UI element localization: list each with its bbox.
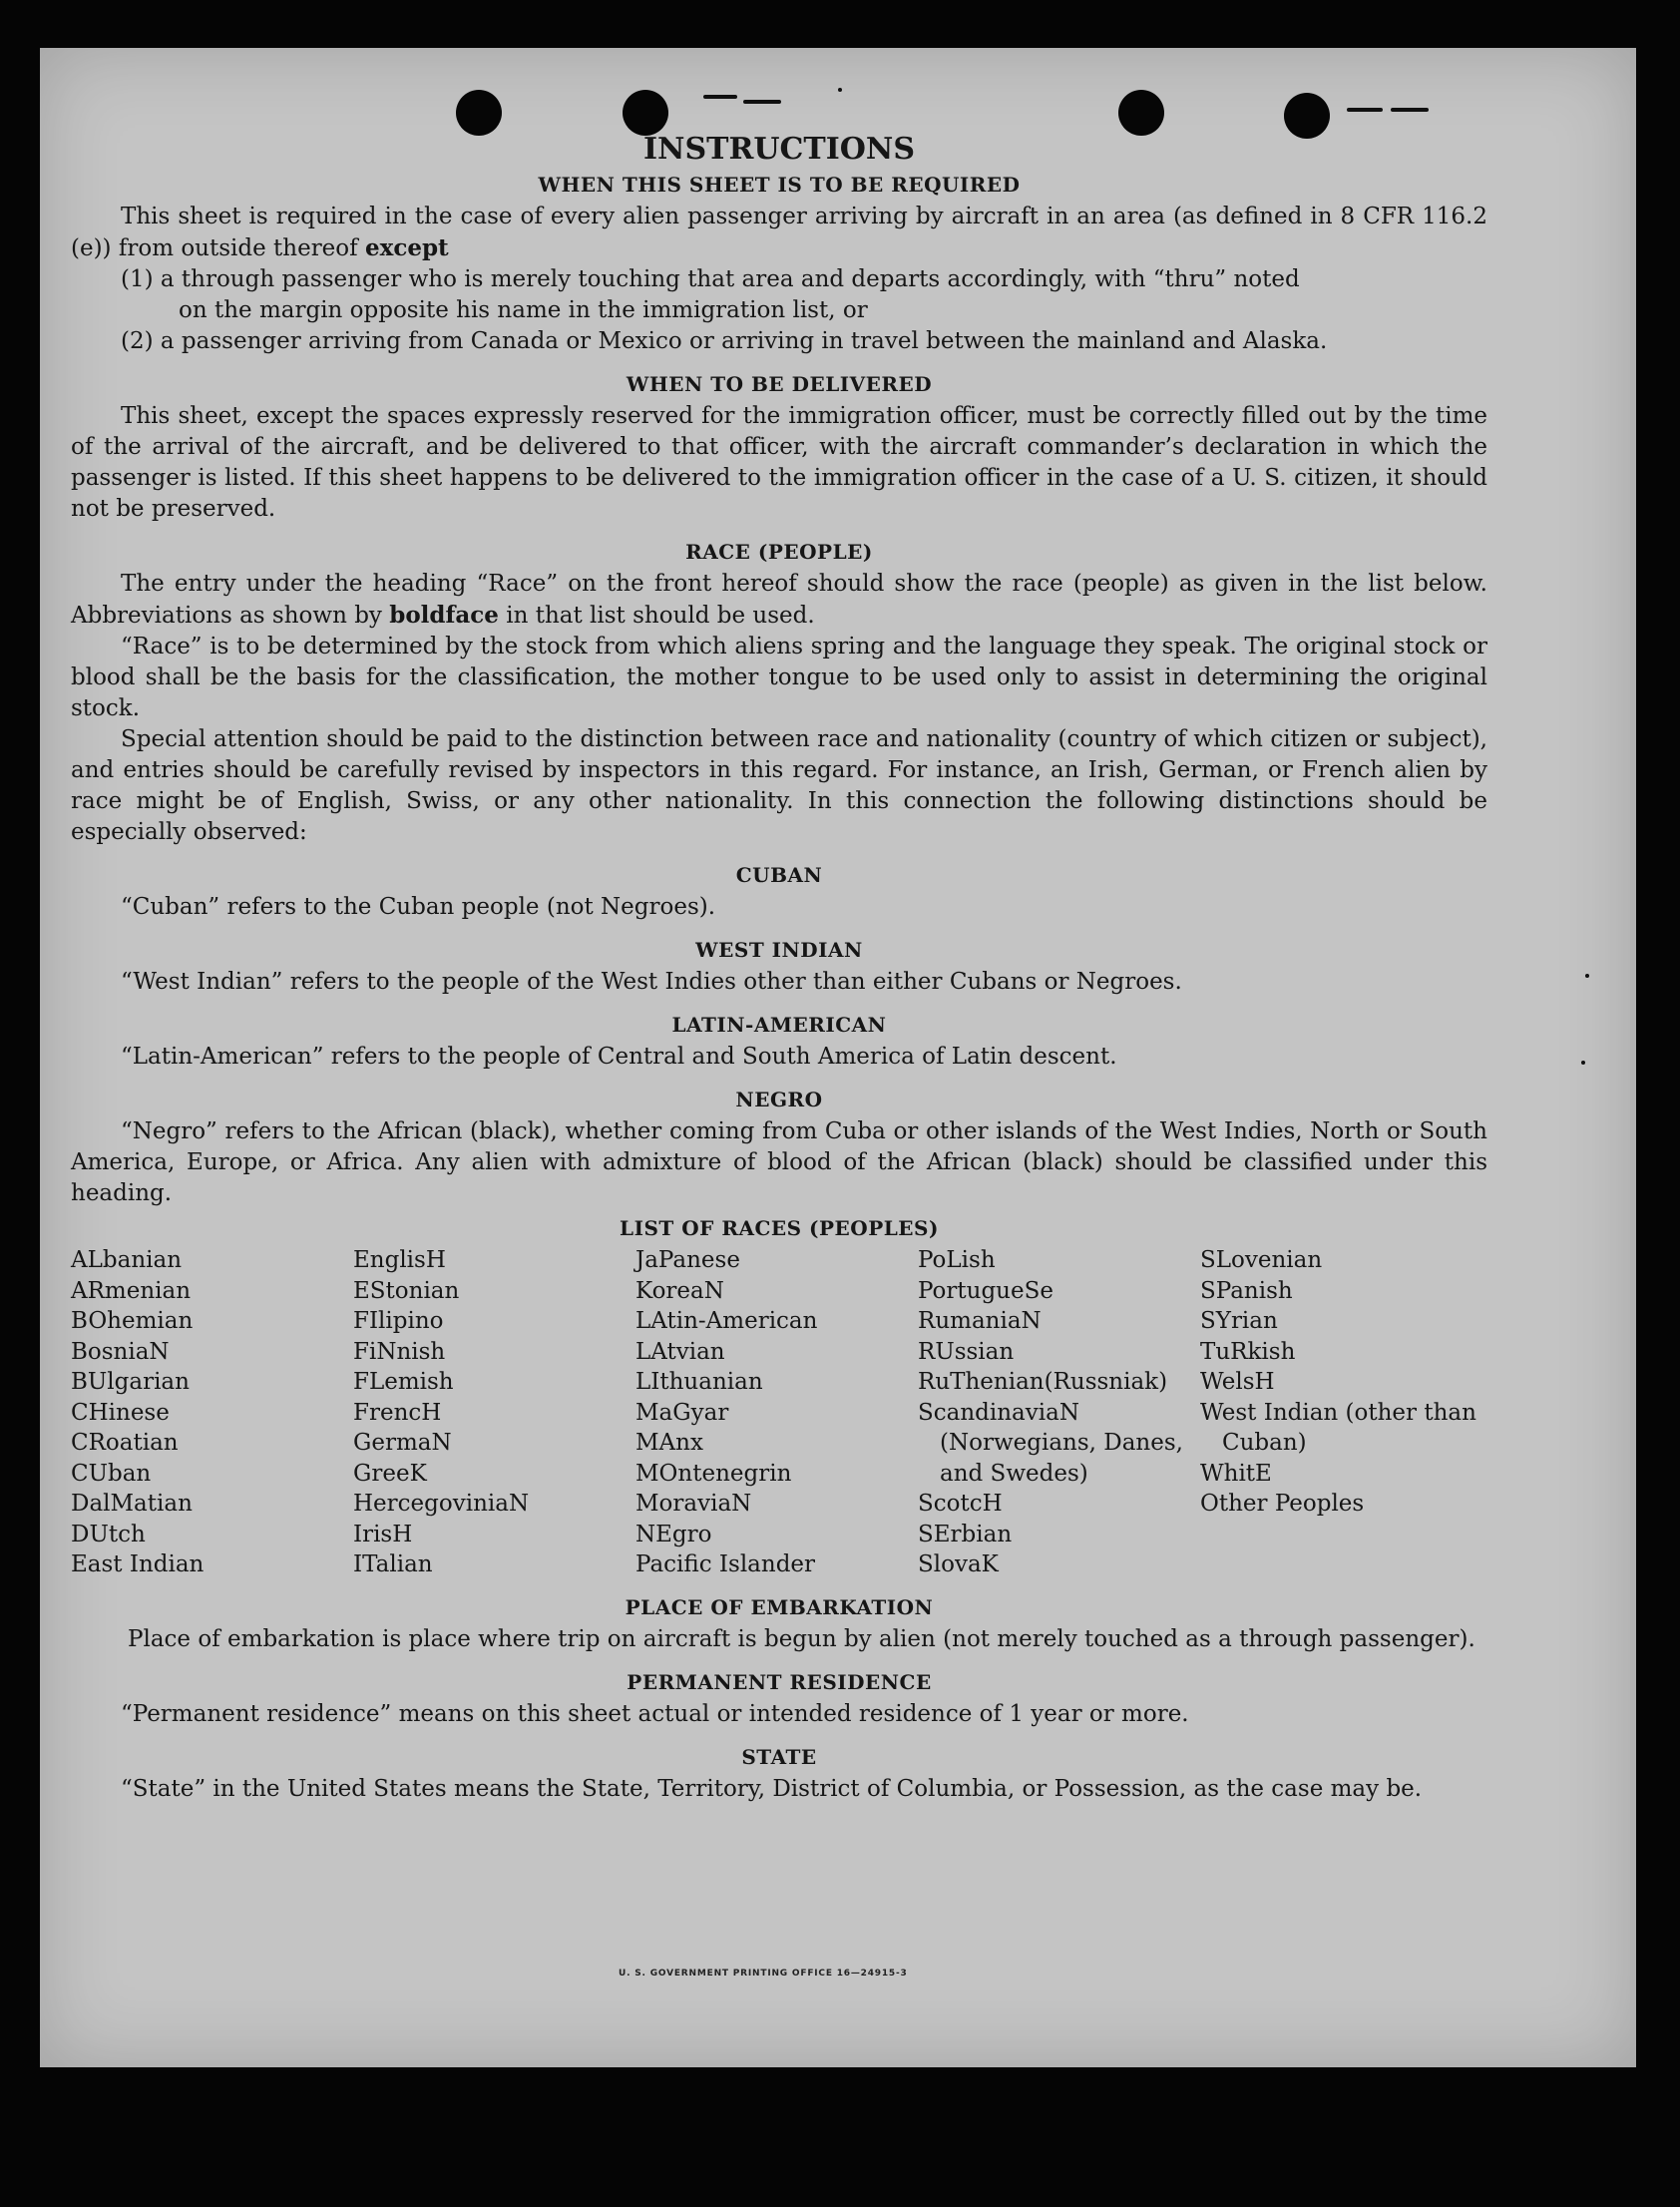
race-item: WhitE xyxy=(1200,1460,1272,1487)
races-column xyxy=(635,1245,918,1580)
race-item: LIthuanian xyxy=(635,1369,763,1395)
printing-office-footer: U. S. GOVERNMENT PRINTING OFFICE 16—24915-3 xyxy=(619,1969,908,1979)
race-item: SYrian xyxy=(1200,1308,1278,1334)
race-item: FiNnish xyxy=(353,1338,446,1365)
race-item: West Indian (other than Cuban) xyxy=(1200,1399,1476,1456)
race-item: ScandinaviaN (Norwegians, Danes, and Swedes) xyxy=(918,1399,1183,1487)
document-sheet xyxy=(40,48,1636,2067)
race-item: HercegoviniaN xyxy=(353,1491,530,1517)
heading-embarkation: PLACE OF EMBARKATION xyxy=(625,1594,934,1619)
ink-mark xyxy=(1391,108,1429,112)
race-item: MoraviaN xyxy=(635,1491,752,1517)
race-item: PortugueSe xyxy=(918,1277,1053,1304)
race-item: MOntenegrin xyxy=(635,1460,792,1487)
bold-text: boldface xyxy=(389,602,499,629)
race-item: ITalian xyxy=(353,1551,433,1577)
text-run: This sheet is required in the case of every alien passenger arriving by aircraft in an area (as defined in 8 CFR 116.2 (e)) from outside thereof xyxy=(71,204,1487,261)
races-column xyxy=(71,1245,353,1580)
races-column xyxy=(353,1245,635,1580)
race-item: FLemish xyxy=(353,1369,454,1395)
race-item: ScotcH xyxy=(918,1491,1003,1517)
race-item: MAnx xyxy=(635,1430,703,1456)
races-column xyxy=(918,1245,1200,1580)
race-item: SlovaK xyxy=(918,1551,999,1577)
paragraph-cuban: “Cuban” refers to the Cuban people (not Negroes). xyxy=(121,894,716,920)
race-item: RumaniaN xyxy=(918,1308,1042,1334)
heading-list-of-races: LIST OF RACES (PEOPLES) xyxy=(620,1216,939,1240)
race-item: Pacific Islander xyxy=(635,1551,816,1577)
race-item: JaPanese xyxy=(635,1247,740,1273)
exception-item-1: (1) a through passenger who is merely touching that area and departs accordingly, with “thru” noted xyxy=(121,266,1300,292)
heading-cuban: CUBAN xyxy=(735,863,823,887)
ink-speck xyxy=(838,88,842,92)
races-column xyxy=(1200,1245,1487,1580)
ink-mark xyxy=(743,100,781,104)
text-run: in that list should be used. xyxy=(498,603,815,629)
paragraph-when-required xyxy=(71,202,1487,264)
heading-race: RACE (PEOPLE) xyxy=(685,540,873,564)
ink-speck xyxy=(1581,1061,1585,1065)
race-item: LAtin-American xyxy=(635,1308,818,1334)
heading-state: STATE xyxy=(741,1744,817,1769)
race-item: ARmenian xyxy=(71,1277,192,1304)
punch-hole xyxy=(623,90,668,136)
paragraph-race-2: “Race” is to be determined by the stock from which aliens spring and the language they speak. The original stock or blood shall be the basis for the classification, the mother tongue to be used only to assist in determining the original stock. xyxy=(71,634,1487,721)
race-item: ALbanian xyxy=(71,1247,183,1273)
exception-item-2: (2) a passenger arriving from Canada or Mexico or arriving in travel between the mainland and Alaska. xyxy=(121,328,1328,354)
race-item: EnglisH xyxy=(353,1247,446,1273)
heading-latin-american: LATIN-AMERICAN xyxy=(671,1013,887,1037)
race-item: WelsH xyxy=(1200,1369,1275,1395)
race-item: GreeK xyxy=(353,1460,427,1487)
race-item: Other Peoples xyxy=(1200,1491,1365,1517)
text-run: The entry under the heading “Race” on the front hereof should show the race (people) as given in the list below. Abbreviations as shown by xyxy=(71,571,1487,629)
page-title: INSTRUCTIONS xyxy=(643,132,915,167)
heading-when-delivered: WHEN TO BE DELIVERED xyxy=(626,372,933,396)
race-item: RuThenian(Russniak) xyxy=(918,1369,1168,1395)
race-item: LAtvian xyxy=(635,1338,725,1365)
instructions-body xyxy=(71,132,1487,1805)
ink-mark xyxy=(1347,108,1383,112)
ink-mark xyxy=(703,95,737,99)
paragraph-west-indian: “West Indian” refers to the people of the West Indies other than either Cubans or Negroes. xyxy=(121,969,1182,995)
race-item: IrisH xyxy=(353,1521,413,1547)
race-item: SErbian xyxy=(918,1521,1013,1547)
race-item: SPanish xyxy=(1200,1277,1293,1304)
paragraph-when-delivered: This sheet, except the spaces expressly reserved for the immigration officer, must be correctly filled out by the time of the arrival of the aircraft, and be delivered to that officer, with the aircraft commander’s declaration in which the passenger is listed. If this sheet happens to be delivered to the immigration officer in the case of a U. S. citizen, it should not be preserved. xyxy=(71,403,1487,522)
race-item: BosniaN xyxy=(71,1338,170,1365)
race-item: CHinese xyxy=(71,1399,170,1426)
race-item: TuRkish xyxy=(1200,1338,1296,1365)
race-item: DUtch xyxy=(71,1521,146,1547)
bold-text: except xyxy=(364,234,449,261)
heading-west-indian: WEST INDIAN xyxy=(695,938,863,962)
race-item: EStonian xyxy=(353,1277,460,1304)
race-item: BOhemian xyxy=(71,1308,194,1334)
races-list xyxy=(71,1245,1487,1580)
race-item: BUlgarian xyxy=(71,1369,190,1395)
race-item: PoLish xyxy=(918,1247,996,1273)
race-item: CUban xyxy=(71,1460,152,1487)
paragraph-embarkation: Place of embarkation is place where trip on aircraft is begun by alien (not merely touched as a through passenger). xyxy=(128,1625,1475,1652)
paragraph-race-3: Special attention should be paid to the distinction between race and nationality (country of which citizen or subject), and entries should be carefully revised by inspectors in this regard. For instance, an Irish, German, or French alien by race might be of English, Swiss, or any other nationality. In this connection the following distinctions should be especially observed: xyxy=(71,726,1487,845)
exception-item-1-cont: on the margin opposite his name in the immigration list, or xyxy=(179,297,868,323)
race-item: DalMatian xyxy=(71,1491,193,1517)
race-item: FrencH xyxy=(353,1399,442,1426)
race-item: FIlipino xyxy=(353,1308,444,1334)
race-item: KoreaN xyxy=(635,1277,724,1304)
paragraph-race-1 xyxy=(71,569,1487,632)
heading-negro: NEGRO xyxy=(735,1088,823,1111)
race-item: SLovenian xyxy=(1200,1247,1323,1273)
race-item: RUssian xyxy=(918,1338,1015,1365)
paragraph-permanent-residence: “Permanent residence” means on this sheet actual or intended residence of 1 year or more. xyxy=(121,1700,1189,1727)
heading-when-required: WHEN THIS SHEET IS TO BE REQUIRED xyxy=(538,173,1021,197)
punch-hole xyxy=(456,90,502,136)
paragraph-latin-american: “Latin-American” refers to the people of Central and South America of Latin descent. xyxy=(121,1044,1117,1070)
paragraph-state: “State” in the United States means the State, Territory, District of Columbia, or Possession, as the case may be. xyxy=(121,1775,1423,1802)
paragraph-negro: “Negro” refers to the African (black), whether coming from Cuba or other islands of the West Indies, North or South America, Europe, or Africa. Any alien with admixture of blood of the African (black) should be classified under this heading. xyxy=(71,1118,1487,1206)
race-item: NEgro xyxy=(635,1521,712,1547)
race-item: CRoatian xyxy=(71,1430,179,1456)
ink-speck xyxy=(1585,974,1589,978)
heading-permanent-residence: PERMANENT RESIDENCE xyxy=(627,1669,932,1694)
race-item: East Indian xyxy=(71,1551,205,1577)
punch-hole xyxy=(1118,90,1164,136)
race-item: MaGyar xyxy=(635,1399,729,1426)
race-item: GermaN xyxy=(353,1430,452,1456)
